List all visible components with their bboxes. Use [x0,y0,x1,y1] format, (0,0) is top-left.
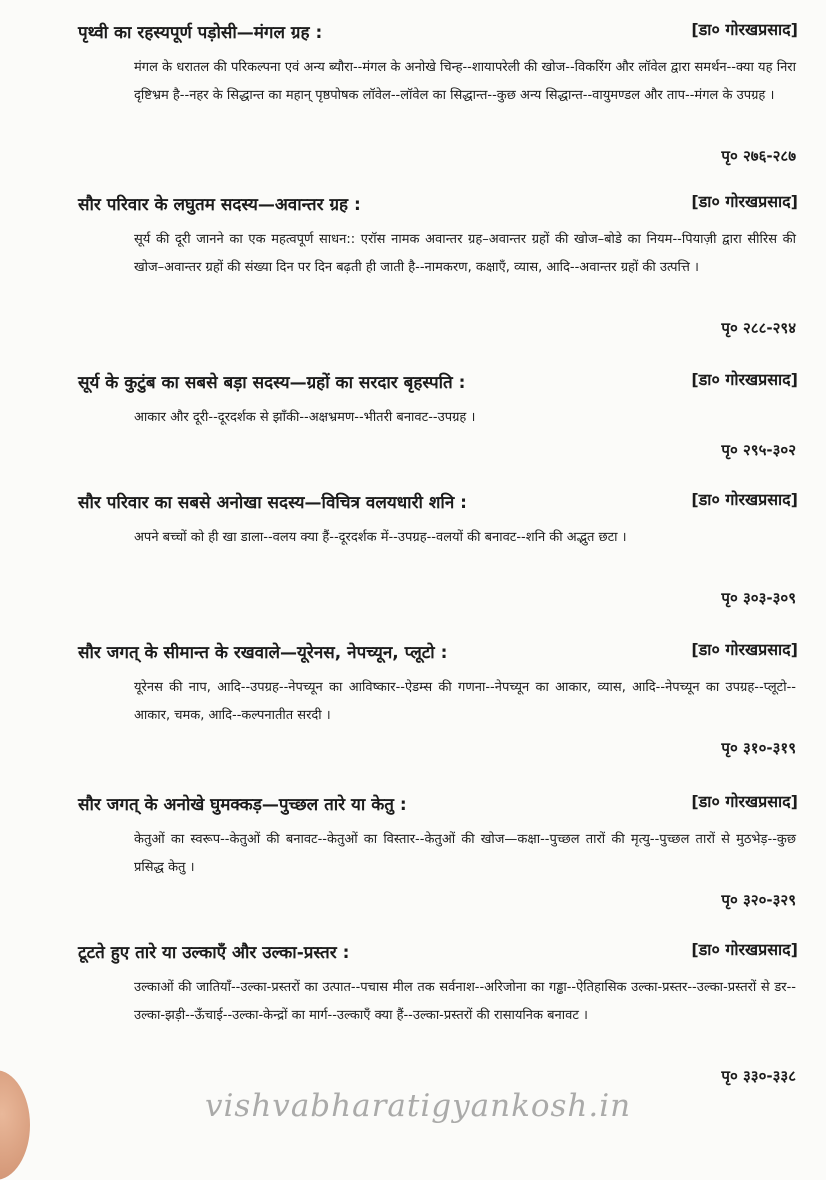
entry-pages: पृ० २७६-२८७ [721,147,796,165]
toc-entry-asteroids [72,192,800,337]
entry-author: [डा० गोरखप्रसाद] [691,20,798,39]
watermark: vishvabharatigyankosh.in [205,1088,632,1124]
entry-header [72,940,800,974]
entry-title: सूर्य के कुटुंब का सबसे बड़ा सदस्य—ग्रहों का सरदार बृहस्पति : [78,373,466,393]
entry-summary: सूर्य की दूरी जानने का एक महत्वपूर्ण साधन:: एरॉस नामक अवान्तर ग्रह–अवान्तर ग्रहों की खोज–बोडे का नियम--पियाज़ी द्वारा सीरिस की खोज–अवान्तर ग्रहों की संख्या दिन पर दिन बढ़ती ही जाती है--नामकरण, कक्षाएँ, व्यास, आदि--अवान्तर ग्रहों की उत्पत्ति । [134,232,796,275]
entry-summary: यूरेनस की नाप, आदि--उपग्रह--नेपच्यून का आविष्कार--ऐडम्स की गणना--नेपच्यून का आकार, व्यास, आदि--नेपच्यून का उपग्रह--प्लूटो--आकार, चमक, आदि--कल्पनातीत सरदी । [134,680,796,723]
entry-title: सौर जगत् के सीमान्त के रखवाले—यूरेनस, नेपच्यून, प्लूटो : [78,643,448,663]
entry-title: सौर परिवार के लघुतम सदस्य—अवान्तर ग्रह : [78,195,361,215]
entry-header [72,20,800,54]
entry-header [72,490,800,524]
entry-author: [डा० गोरखप्रसाद] [691,370,798,389]
entry-header [72,792,800,826]
entry-header [72,370,800,404]
entry-title: पृथ्वी का रहस्यपूर्ण पड़ोसी—मंगल ग्रह : [78,23,323,43]
entry-pages: पृ० ३३०-३३८ [721,1067,796,1085]
entry-summary: अपने बच्चों को ही खा डाला--वलय क्या हैं--दूरदर्शक में--उपग्रह--वलयों की बनावट--शनि की अद्भुत छटा । [134,530,627,545]
entry-title: टूटते हुए तारे या उल्काएँ और उल्का-प्रस्तर : [78,943,350,963]
entry-header [72,192,800,226]
entry-author: [डा० गोरखप्रसाद] [691,490,798,509]
entry-summary: आकार और दूरी--दूरदर्शक से झाँकी--अक्षभ्रमण--भीतरी बनावट--उपग्रह । [134,410,476,425]
entry-pages: पृ० २८८-२९४ [721,319,796,337]
entry-summary: केतुओं का स्वरूप--केतुओं की बनावट--केतुओं का विस्तार--केतुओं की खोज—कक्षा--पुच्छल तारों की मृत्यु--पुच्छल तारों से मुठभेड़--कुछ प्रसिद्ध केतु । [134,832,796,875]
entry-pages: पृ० ३१०-३१९ [721,739,796,757]
entry-summary: उल्काओं की जातियाँ--उल्का-प्रस्तरों का उत्पात--पचास मील तक सर्वनाश--अरिजोना का गड्ढा--ऐतिहासिक उल्का-प्रस्तर--उल्का-प्रस्तरों से डर--उल्का-झड़ी--ऊँचाई--उल्का-केन्द्रों का मार्ग--उल्काएँ क्या हैं--उल्का-प्रस्तरों की रासायनिक बनावट । [134,980,796,1023]
entry-author: [डा० गोरखप्रसाद] [691,640,798,659]
toc-entry-jupiter [72,370,800,459]
toc-entry-comets [72,792,800,909]
finger-edge [0,1070,30,1180]
entry-pages: पृ० २९५-३०२ [721,441,796,459]
entry-author: [डा० गोरखप्रसाद] [691,792,798,811]
toc-entry-saturn [72,490,800,607]
entry-title: सौर जगत् के अनोखे घुमक्कड़—पुच्छल तारे या केतु : [78,795,407,815]
toc-entry-meteors [72,940,800,1085]
toc-entry-outer-planets [72,640,800,757]
entry-summary: मंगल के धरातल की परिकल्पना एवं अन्य ब्यौरा--मंगल के अनोखे चिन्ह--शायापरेली की खोज--विकरिंग और लॉवेल द्वारा समर्थन--क्या यह निरा दृष्टिभ्रम है--नहर के सिद्धान्त का महान् पृष्ठपोषक लॉवेल--लॉवेल का सिद्धान्त--कुछ अन्य सिद्धान्त--वायुमण्डल और ताप--मंगल के उपग्रह । [134,60,796,103]
entry-title: सौर परिवार का सबसे अनोखा सदस्य—विचित्र वलयधारी शनि : [78,493,467,513]
entry-author: [डा० गोरखप्रसाद] [691,940,798,959]
toc-entry-mars [72,20,800,165]
entry-author: [डा० गोरखप्रसाद] [691,192,798,211]
entry-pages: पृ० ३२०-३२९ [721,891,796,909]
entry-pages: पृ० ३०३-३०९ [721,589,796,607]
entry-header [72,640,800,674]
